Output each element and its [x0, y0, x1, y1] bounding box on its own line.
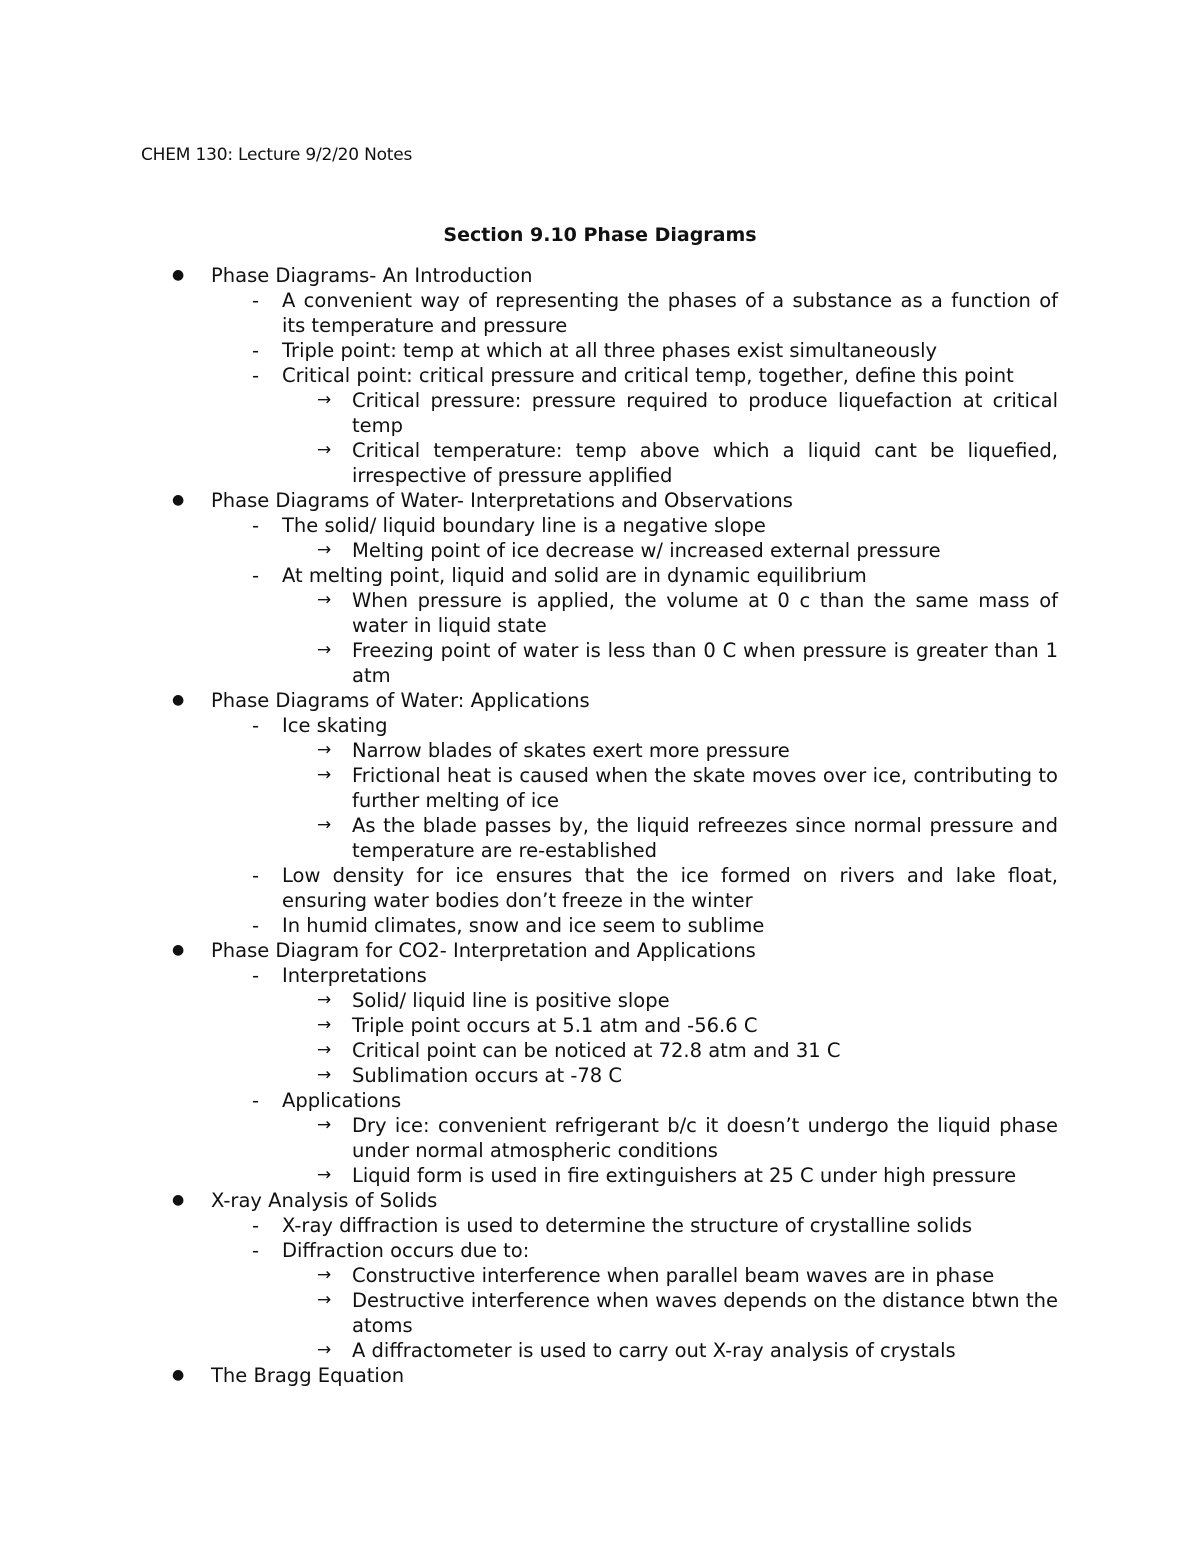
arrow-right-icon: →: [317, 740, 332, 760]
detail-row: [0, 988, 1058, 1013]
dash-icon: -: [252, 339, 260, 362]
arrow-right-icon: →: [317, 390, 332, 410]
detail-row: [0, 763, 1058, 813]
subpoint-row: [0, 1088, 1058, 1113]
detail-row: [0, 813, 1058, 863]
outline-item-text: Ice skating: [282, 714, 388, 737]
detail-point: [0, 763, 1200, 813]
detail-row: [0, 1113, 1058, 1163]
bullet-icon: ●: [172, 1192, 185, 1208]
dash-icon: -: [252, 1214, 260, 1237]
outline-item-text: Melting point of ice decrease w/ increased external pressure: [352, 539, 941, 562]
arrow-right-icon: →: [317, 640, 332, 660]
bullet-icon: ●: [172, 492, 185, 508]
subpoint-list: [0, 963, 1200, 1188]
subpoint-list: [0, 1213, 1200, 1363]
subpoint: [0, 563, 1200, 688]
bullet-icon: ●: [172, 942, 185, 958]
detail-point: [0, 388, 1200, 438]
detail-list: [0, 538, 1200, 563]
subpoint-row: [0, 863, 1058, 913]
outline-topic: [0, 1188, 1200, 1363]
subpoint-row: [0, 288, 1058, 338]
outline-item-text: Phase Diagrams of Water: Applications: [211, 689, 590, 712]
topic-heading: [0, 1363, 1061, 1388]
detail-row: [0, 638, 1058, 688]
outline-item-text: Critical point: critical pressure and critical temp, together, define this point: [282, 364, 1014, 387]
detail-point: [0, 813, 1200, 863]
detail-row: [0, 388, 1058, 438]
detail-list: [0, 388, 1200, 488]
detail-list: [0, 1113, 1200, 1188]
outline-item-text: Constructive interference when parallel beam waves are in phase: [352, 1264, 995, 1287]
detail-list: [0, 588, 1200, 688]
arrow-right-icon: →: [317, 1115, 332, 1135]
dash-icon: -: [252, 364, 260, 387]
arrow-right-icon: →: [317, 440, 332, 460]
outline-topic: [0, 263, 1200, 488]
subpoint: [0, 963, 1200, 1088]
outline-item-text: A convenient way of representing the phases of a substance as a function of its temperature and pressure: [282, 289, 1058, 337]
outline-item-text: Critical temperature: temp above which a liquid cant be liquefied, irrespective of pressure applified: [352, 439, 1058, 487]
dash-icon: -: [252, 964, 260, 987]
detail-row: [0, 1063, 1058, 1088]
detail-row: [0, 538, 1058, 563]
detail-row: [0, 1263, 1058, 1288]
arrow-right-icon: →: [317, 1065, 332, 1085]
outline-item-text: A diffractometer is used to carry out X-ray analysis of crystals: [352, 1339, 956, 1362]
subpoint-row: [0, 338, 1058, 363]
arrow-right-icon: →: [317, 540, 332, 560]
dash-icon: -: [252, 864, 260, 887]
bullet-icon: ●: [172, 692, 185, 708]
subpoint: [0, 713, 1200, 863]
detail-row: [0, 1288, 1058, 1338]
outline-topic: [0, 938, 1200, 1188]
outline-item-text: Destructive interference when waves depends on the distance btwn the atoms: [352, 1289, 1058, 1337]
detail-point: [0, 588, 1200, 638]
outline-item-text: Phase Diagrams of Water- Interpretations and Observations: [211, 489, 793, 512]
arrow-right-icon: →: [317, 1040, 332, 1060]
outline-item-text: Phase Diagram for CO2- Interpretation and Applications: [211, 939, 756, 962]
detail-point: [0, 1338, 1200, 1363]
detail-point: [0, 638, 1200, 688]
topic-heading: [0, 1188, 1061, 1213]
detail-point: [0, 538, 1200, 563]
outline-item-text: When pressure is applied, the volume at 0 c than the same mass of water in liquid state: [352, 589, 1058, 637]
detail-row: [0, 588, 1058, 638]
detail-row: [0, 438, 1058, 488]
outline-item-text: Interpretations: [282, 964, 427, 987]
outline-item-text: X-ray diffraction is used to determine the structure of crystalline solids: [282, 1214, 973, 1237]
topic-heading: [0, 938, 1061, 963]
section-title: Section 9.10 Phase Diagrams: [443, 224, 757, 246]
outline-item-text: Triple point occurs at 5.1 atm and -56.6 C: [352, 1014, 758, 1037]
arrow-right-icon: →: [317, 1290, 332, 1310]
subpoint: [0, 863, 1200, 913]
outline-item-text: In humid climates, snow and ice seem to sublime: [282, 914, 765, 937]
subpoint-row: [0, 1238, 1058, 1263]
subpoint-row: [0, 363, 1058, 388]
subpoint: [0, 1088, 1200, 1188]
outline-item-text: Triple point: temp at which at all three phases exist simultaneously: [282, 339, 938, 362]
arrow-right-icon: →: [317, 765, 332, 785]
outline-topic: [0, 488, 1200, 688]
arrow-right-icon: →: [317, 590, 332, 610]
detail-list: [0, 738, 1200, 863]
outline-item-text: Applications: [282, 1089, 402, 1112]
detail-point: [0, 1013, 1200, 1038]
subpoint: [0, 1238, 1200, 1363]
subpoint: [0, 288, 1200, 338]
arrow-right-icon: →: [317, 815, 332, 835]
outline-item-text: The solid/ liquid boundary line is a negative slope: [282, 514, 766, 537]
topic-heading: [0, 488, 1061, 513]
outline-topic: [0, 688, 1200, 938]
dash-icon: -: [252, 564, 260, 587]
outline-item-text: X-ray Analysis of Solids: [211, 1189, 438, 1212]
subpoint-row: [0, 913, 1058, 938]
dash-icon: -: [252, 1239, 260, 1262]
outline-item-text: Critical pressure: pressure required to produce liquefaction at critical temp: [352, 389, 1058, 437]
arrow-right-icon: →: [317, 1165, 332, 1185]
subpoint-list: [0, 288, 1200, 488]
bullet-icon: ●: [172, 1367, 185, 1383]
topic-heading: [0, 688, 1061, 713]
detail-row: [0, 738, 1058, 763]
subpoint: [0, 513, 1200, 563]
outline-topic: [0, 1363, 1200, 1388]
subpoint-row: [0, 963, 1058, 988]
detail-point: [0, 1038, 1200, 1063]
detail-point: [0, 1113, 1200, 1163]
topic-heading: [0, 263, 1061, 288]
subpoint: [0, 338, 1200, 363]
outline-item-text: Narrow blades of skates exert more pressure: [352, 739, 790, 762]
dash-icon: -: [252, 514, 260, 537]
outline-item-text: At melting point, liquid and solid are in dynamic equilibrium: [282, 564, 867, 587]
outline-item-text: Dry ice: convenient refrigerant b/c it doesn’t undergo the liquid phase under normal atmospheric conditions: [352, 1114, 1058, 1162]
arrow-right-icon: →: [317, 1340, 332, 1360]
detail-point: [0, 1163, 1200, 1188]
outline-item-text: Low density for ice ensures that the ice formed on rivers and lake float, ensuring water bodies don’t freeze in the winter: [282, 864, 1058, 912]
dash-icon: -: [252, 914, 260, 937]
arrow-right-icon: →: [317, 990, 332, 1010]
outline-item-text: Diffraction occurs due to:: [282, 1239, 530, 1262]
bullet-icon: ●: [172, 267, 185, 283]
dash-icon: -: [252, 289, 260, 312]
subpoint-row: [0, 1213, 1058, 1238]
outline-item-text: Liquid form is used in fire extinguishers at 25 C under high pressure: [352, 1164, 1017, 1187]
detail-list: [0, 1263, 1200, 1363]
detail-point: [0, 1063, 1200, 1088]
subpoint-list: [0, 513, 1200, 688]
notes-outline: [0, 263, 1200, 1388]
detail-point: [0, 738, 1200, 763]
subpoint: [0, 1213, 1200, 1238]
detail-row: [0, 1038, 1058, 1063]
detail-point: [0, 1288, 1200, 1338]
detail-row: [0, 1163, 1058, 1188]
arrow-right-icon: →: [317, 1015, 332, 1035]
subpoint: [0, 363, 1200, 488]
detail-point: [0, 988, 1200, 1013]
outline-item-text: As the blade passes by, the liquid refreezes since normal pressure and temperature are re-established: [352, 814, 1058, 862]
detail-point: [0, 438, 1200, 488]
detail-point: [0, 1263, 1200, 1288]
outline-item-text: Freezing point of water is less than 0 C when pressure is greater than 1 atm: [352, 639, 1058, 687]
subpoint-row: [0, 513, 1058, 538]
subpoint: [0, 913, 1200, 938]
subpoint-row: [0, 713, 1058, 738]
detail-list: [0, 988, 1200, 1088]
detail-row: [0, 1338, 1058, 1363]
arrow-right-icon: →: [317, 1265, 332, 1285]
subpoint-list: [0, 713, 1200, 938]
outline-item-text: The Bragg Equation: [211, 1364, 405, 1387]
outline-item-text: Sublimation occurs at -78 C: [352, 1064, 623, 1087]
detail-row: [0, 1013, 1058, 1038]
outline-item-text: Critical point can be noticed at 72.8 atm and 31 C: [352, 1039, 841, 1062]
dash-icon: -: [252, 1089, 260, 1112]
dash-icon: -: [252, 714, 260, 737]
outline-item-text: Phase Diagrams- An Introduction: [211, 264, 533, 287]
page-header: CHEM 130: Lecture 9/2/20 Notes: [141, 145, 413, 165]
subpoint-row: [0, 563, 1058, 588]
outline-item-text: Frictional heat is caused when the skate moves over ice, contributing to further melting of ice: [352, 764, 1058, 812]
outline-item-text: Solid/ liquid line is positive slope: [352, 989, 670, 1012]
